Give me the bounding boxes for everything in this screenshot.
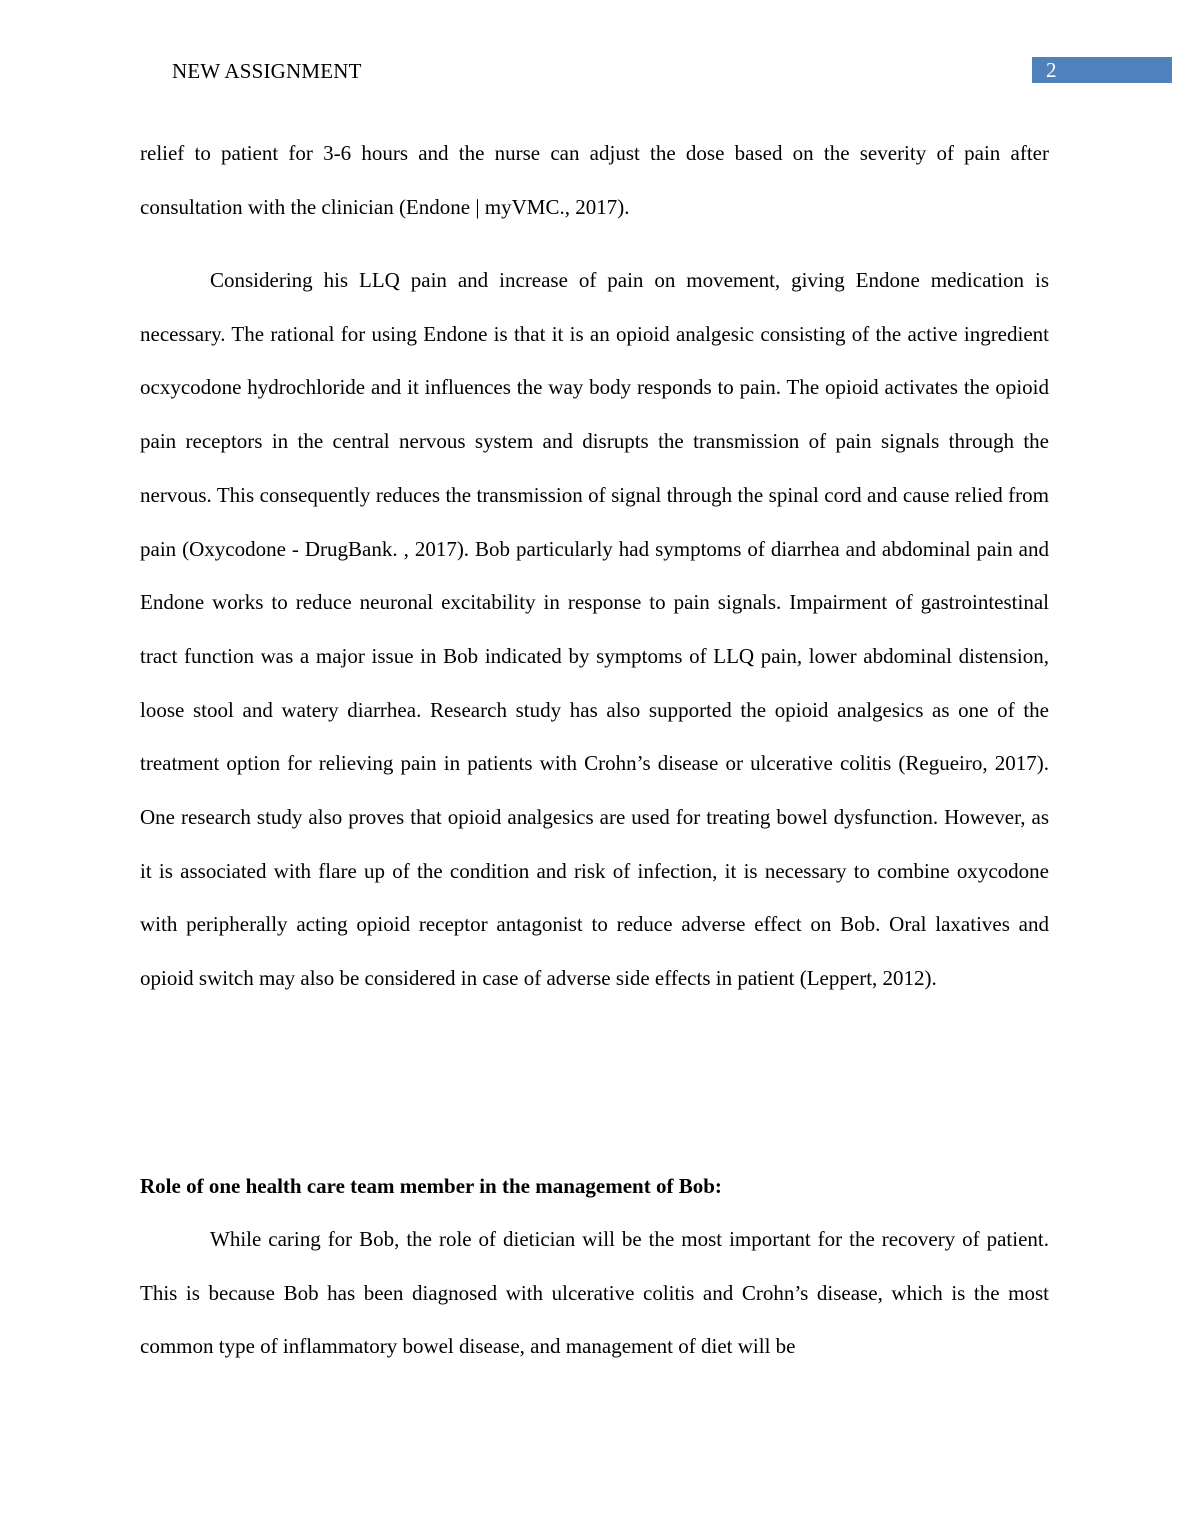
running-head-title: NEW ASSIGNMENT [172, 59, 362, 83]
page-number-box [1032, 57, 1172, 83]
page-number: 2 [1046, 58, 1057, 82]
paragraph-endone-rationale: Considering his LLQ pain and increase of pain on movement, giving Endone medication is necessary. The rational for using Endone is that it is an opioid analgesic consisting of the active ingredient ocxycodone hydrochloride and it influences the way body responds to pain. The opioid activates the opioid pain receptors in the central nervous system and disrupts the transmission of pain signals through the nervous. This consequently reduces the transmission of signal through the spinal cord and cause relied from pain (Oxycodone - DrugBank. , 2017). Bob particularly had symptoms of diarrhea and abdominal pain and Endone works to reduce neuronal excitability in response to pain signals. Impairment of gastrointestinal tract function was a major issue in Bob indicated by symptoms of LLQ pain, lower abdominal distension, loose stool and watery diarrhea. Research study has also supported the opioid analgesics as one of the treatment option for relieving pain in patients with Crohn’s disease or ulcerative colitis (Regueiro, 2017). One research study also proves that opioid analgesics are used for treating bowel dysfunction. However, as it is associated with flare up of the condition and risk of infection, it is necessary to combine oxycodone with peripherally acting opioid receptor antagonist to reduce adverse effect on Bob. Oral laxatives and opioid switch may also be considered in case of adverse side effects in patient (Leppert, 2012). [140, 268, 1049, 991]
section-heading: Role of one health care team member in the management of Bob: [140, 1174, 722, 1198]
paragraph-dietician-role: While caring for Bob, the role of dietician will be the most important for the recovery of patient. This is because Bob has been diagnosed with ulcerative colitis and Crohn’s disease, which is the most common type of inflammatory bowel disease, and management of diet will be [140, 1227, 1049, 1359]
paragraph-continued: relief to patient for 3-6 hours and the nurse can adjust the dose based on the severity of pain after consultation with the clinician (Endone | myVMC., 2017). [140, 141, 1049, 219]
